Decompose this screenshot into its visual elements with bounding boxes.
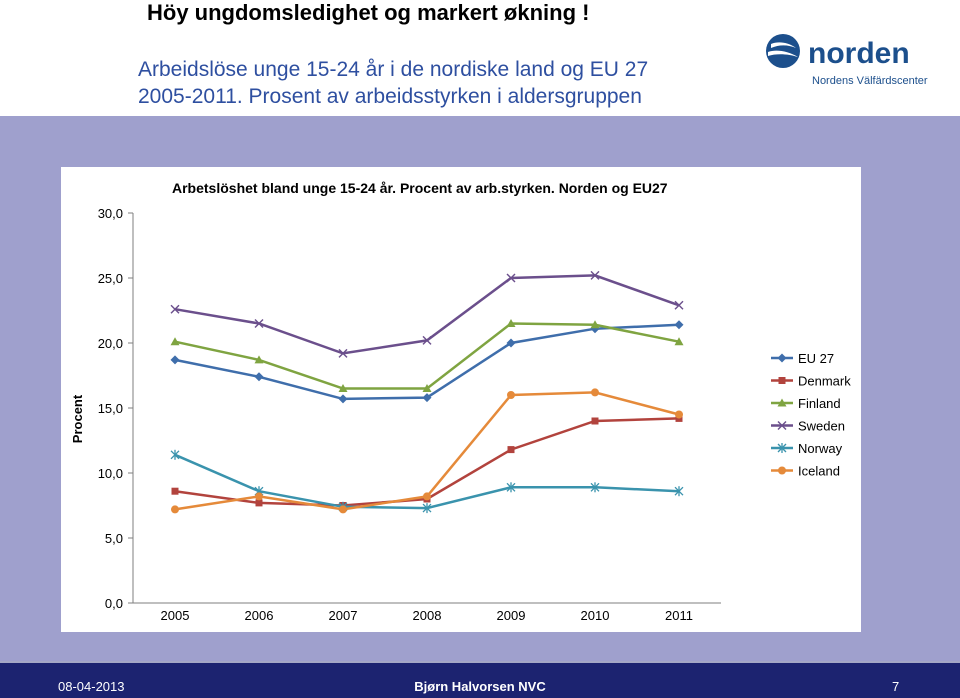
legend-marker — [779, 377, 786, 384]
legend-item — [771, 441, 843, 456]
legend-label: Norway — [798, 441, 843, 456]
data-point — [172, 488, 179, 495]
data-point — [256, 499, 263, 506]
unemployment-line-chart — [61, 167, 861, 632]
slide-heading: Höy ungdomsledighet og markert økning ! — [147, 0, 590, 25]
x-tick-label: 2007 — [328, 608, 358, 623]
footer-page-number: 7 — [892, 679, 900, 694]
legend-item — [771, 396, 841, 411]
norden-logo — [762, 30, 942, 90]
chart-title: Arbetslöshet bland unge 15-24 år. Procent av arb.styrken. Norden og EU27 — [172, 180, 668, 196]
data-point — [255, 372, 264, 381]
data-point — [255, 492, 263, 500]
data-point — [591, 388, 599, 396]
y-tick-label: 20,0 — [97, 336, 123, 351]
series-line — [175, 275, 679, 353]
legend-label: EU 27 — [798, 351, 835, 366]
data-point — [592, 418, 599, 425]
series-norway — [171, 450, 683, 513]
legend-marker — [778, 354, 787, 363]
y-tick-label: 10,0 — [97, 466, 123, 481]
data-point — [339, 505, 347, 513]
series-layer — [171, 271, 684, 513]
subtitle-line-2: 2005-2011. Prosent av arbeidsstyrken i aldersgruppen — [138, 85, 642, 108]
data-point — [507, 391, 515, 399]
subtitle-line-1: Arbeidslöse unge 15-24 år i de nordiske land og EU 27 — [138, 58, 649, 81]
x-tick-label: 2010 — [580, 608, 610, 623]
series-line — [175, 392, 679, 509]
legend-label: Sweden — [798, 418, 845, 434]
legend-label: Finland — [798, 396, 841, 411]
y-tick-label: 5,0 — [104, 531, 123, 546]
axis-layer — [98, 206, 721, 623]
logo-wordmark: norden — [808, 37, 910, 70]
logo-tagline: Nordens Välfärdscenter — [812, 75, 928, 87]
legend-label: Iceland — [798, 463, 840, 479]
series-sweden — [171, 271, 683, 357]
chart-legend — [771, 351, 851, 479]
legend-item — [771, 374, 851, 389]
series-line — [175, 324, 679, 389]
footer-date: 08-04-2013 — [58, 679, 125, 694]
y-axis-label: Procent — [70, 394, 85, 444]
y-tick-label: 15,0 — [97, 401, 123, 416]
data-point — [675, 411, 683, 419]
data-point — [171, 355, 180, 364]
norden-globe-icon — [766, 34, 800, 68]
data-point — [675, 320, 684, 329]
legend-item — [771, 464, 840, 479]
footer-author: Bjørn Halvorsen NVC — [414, 679, 546, 694]
y-tick-label: 25,0 — [97, 271, 123, 286]
legend-item — [771, 351, 834, 366]
footer-bar — [0, 661, 960, 698]
x-tick-label: 2011 — [665, 608, 693, 623]
data-point — [508, 446, 515, 453]
y-tick-label: 30,0 — [97, 206, 123, 221]
x-tick-label: 2005 — [160, 608, 190, 623]
data-point — [339, 394, 348, 403]
data-point — [171, 505, 179, 513]
footer-divider — [0, 661, 960, 663]
series-finland — [171, 319, 684, 392]
slide-subtitle — [138, 56, 649, 110]
data-point — [423, 492, 431, 500]
legend-item — [771, 419, 845, 434]
y-tick-label: 0,0 — [104, 596, 123, 611]
chart-panel — [61, 167, 861, 632]
x-tick-label: 2008 — [412, 608, 442, 623]
x-tick-label: 2006 — [244, 608, 274, 623]
series-iceland — [171, 388, 683, 513]
legend-marker — [778, 467, 786, 475]
legend-label: Denmark — [798, 373, 851, 389]
x-tick-label: 2009 — [496, 608, 526, 623]
